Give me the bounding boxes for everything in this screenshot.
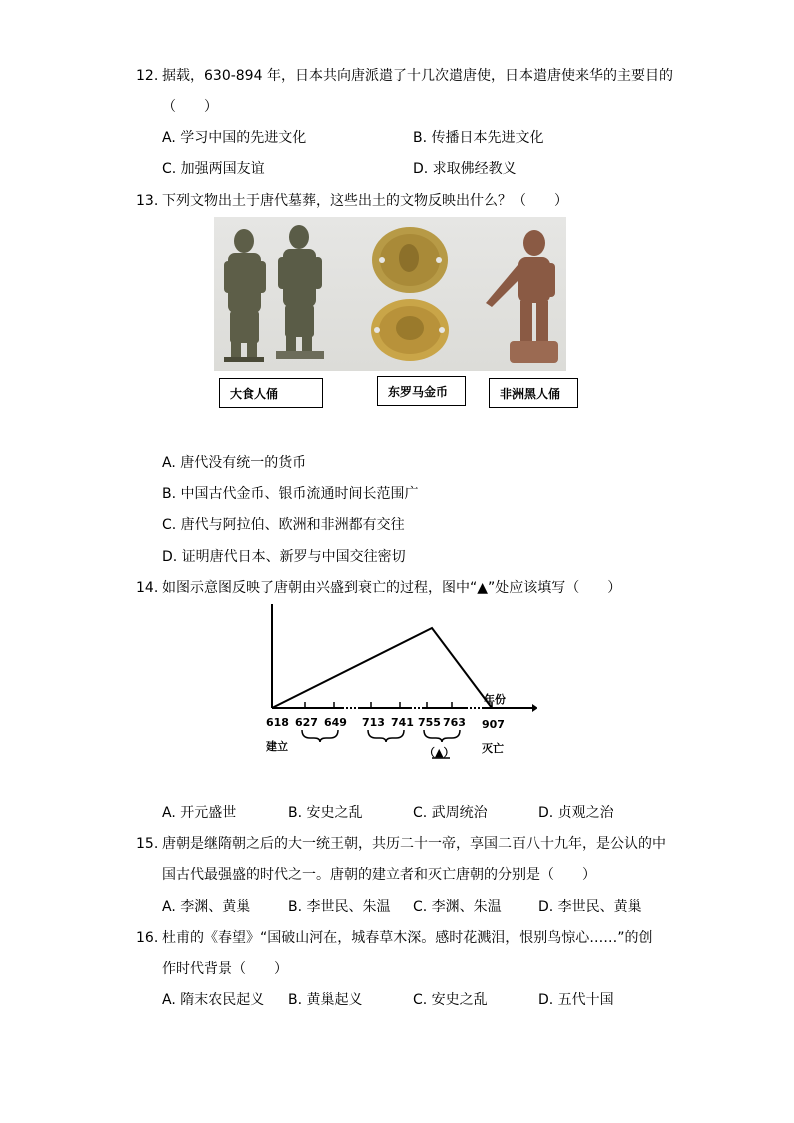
x-axis-arrow [532, 704, 537, 712]
q12-option-a: A. 学习中国的先进文化 [162, 130, 307, 146]
q14-option-b: B. 安史之乱 [288, 805, 363, 821]
arab-figurine-2 [276, 225, 324, 359]
q14-option-d: D. 贞观之治 [538, 805, 614, 821]
african-figurine [486, 230, 558, 363]
brace-713-741 [368, 730, 404, 742]
artifacts-photo [214, 217, 566, 371]
q15-option-a: A. 李渊、黄巢 [162, 899, 251, 915]
q13-number: 13. [136, 193, 159, 209]
caption-arab-figurine: 大食人俑 [219, 378, 323, 408]
byzantine-gold-coins [371, 227, 449, 361]
year-label-763: 763 [443, 716, 466, 729]
year-label-755: 755 [418, 716, 441, 729]
year-label-713: 713 [362, 716, 385, 729]
brace-755-763 [424, 730, 460, 742]
q13-stem: 下列文物出土于唐代墓葬，这些出土的文物反映出什么？（ ） [162, 193, 568, 209]
caption-gold-coin: 东罗马金币 [377, 376, 466, 406]
q14-number: 14. [136, 580, 159, 596]
year-label-741: 741 [391, 716, 414, 729]
q15-option-d: D. 李世民、黄巢 [538, 899, 642, 915]
year-label-907: 907 [482, 718, 505, 731]
q12-stem-line2: （ ） [162, 99, 218, 115]
q14-option-c: C. 武周统治 [413, 805, 488, 821]
q14-option-a: A. 开元盛世 [162, 805, 237, 821]
q16-option-b: B. 黄巢起义 [288, 992, 363, 1008]
brace-627-649 [302, 730, 338, 742]
year-label-627: 627 [295, 716, 318, 729]
end-label: 灭亡 [482, 742, 504, 755]
q13-option-d: D. 证明唐代日本、新罗与中国交往密切 [162, 549, 406, 565]
q15-option-c: C. 李渊、朱温 [413, 899, 502, 915]
q16-stem-line2: 作时代背景（ ） [162, 961, 288, 977]
q15-stem-line2: 国古代最强盛的时代之一。唐朝的建立者和灭亡唐朝的分别是（ ） [162, 867, 596, 883]
q12-option-c: C. 加强两国友谊 [162, 161, 265, 177]
year-label-649: 649 [324, 716, 347, 729]
q16-option-a: A. 隋末农民起义 [162, 992, 265, 1008]
triangle-marker: （▲） [424, 746, 455, 759]
q16-option-c: C. 安史之乱 [413, 992, 488, 1008]
tang-dynasty-diagram [262, 602, 537, 767]
start-label: 建立 [266, 740, 288, 753]
axis-label-year: 年份 [484, 693, 506, 706]
year-label-618: 618 [266, 716, 289, 729]
caption-african-figurine: 非洲黑人俑 [489, 378, 578, 408]
q16-stem-line1: 杜甫的《春望》“国破山河在，城春草木深。感时花溅泪，恨别鸟惊心……”的创 [162, 930, 653, 946]
q15-number: 15. [136, 836, 159, 852]
q15-stem-line1: 唐朝是继隋朝之后的大一统王朝，共历二十一帝，享国二百八十九年，是公认的中 [162, 836, 666, 852]
q16-number: 16. [136, 930, 159, 946]
q12-option-b: B. 传播日本先进文化 [413, 130, 544, 146]
q16-option-d: D. 五代十国 [538, 992, 614, 1008]
q13-option-a: A. 唐代没有统一的货币 [162, 455, 307, 471]
q13-option-b: B. 中国古代金币、银币流通时间长范围广 [162, 486, 419, 502]
artifacts-illustration [214, 217, 566, 371]
q15-option-b: B. 李世民、朱温 [288, 899, 391, 915]
q13-option-c: C. 唐代与阿拉伯、欧洲和非洲都有交往 [162, 517, 405, 533]
q14-stem: 如图示意图反映了唐朝由兴盛到衰亡的过程，图中“▲”处应该填写（ ） [162, 580, 622, 596]
q12-option-d: D. 求取佛经教义 [413, 161, 517, 177]
arab-figurine-1 [224, 229, 266, 362]
q12-stem-line1: 据载，630-894 年，日本共向唐派遣了十几次遣唐使，日本遣唐使来华的主要目的 [162, 68, 673, 84]
rise-fall-line [272, 628, 492, 708]
q12-number: 12. [136, 68, 159, 84]
